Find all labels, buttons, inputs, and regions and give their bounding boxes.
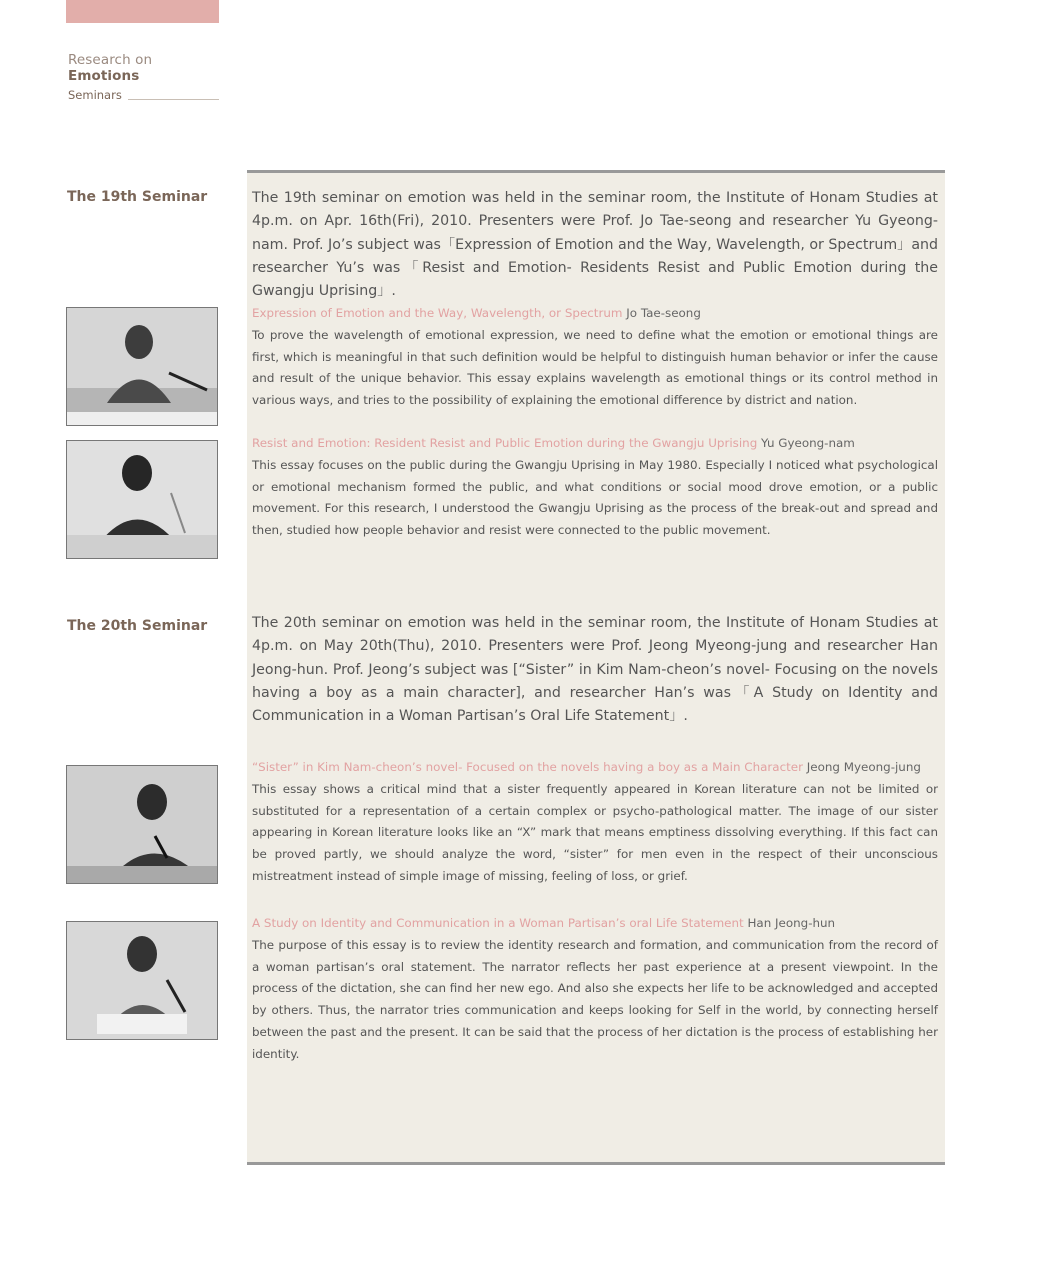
paper-heading: [252, 433, 938, 455]
presenter-photo: [66, 440, 218, 559]
site-brand[interactable]: [68, 52, 219, 102]
paper-title: Resist and Emotion: Resident Resist and Public Emotion during the Gwangju Uprising: [252, 436, 758, 450]
section-divider: [128, 99, 219, 100]
section-label: [68, 88, 219, 102]
paper-heading: [252, 757, 938, 779]
seminar-title: The 19th Seminar: [67, 189, 208, 205]
paper-author: Jeong Myeong-jung: [806, 760, 921, 774]
paper-heading: [252, 913, 938, 935]
brand-title: [68, 52, 219, 84]
paper-title: A Study on Identity and Communication in a Woman Partisan’s oral Life Statement: [252, 916, 744, 930]
seminar-intro: The 19th seminar on emotion was held in the seminar room, the Institute of Honam Studies at 4p.m. on Apr. 16th(Fri), 2010. Presenters were Prof. Jo Tae-seong and researcher Yu Gyeong-nam. Prof. Jo’s subject was「Expression of Emotion and the Way, Wavelength, or Spectrum」and researcher Yu’s was「Resist and Emotion- Residents Resist and Public Emotion during the Gwangju Uprising」.: [252, 190, 939, 300]
paper-heading: [252, 303, 938, 325]
paper-abstract: This essay shows a critical mind that a sister frequently appeared in Korean literature can not be limited or substituted for a representation of a certain complex or psycho-pathological matter. The image of our sister appearing in Korean literature looks like an “X” mark that means emptiness dissolving everything. If this fact can be proved partly, we should analyze the word, “sister” for men even in the respect of their unconscious mistreatment instead of simple image of missing, feeling of loss, or grief.: [252, 781, 938, 883]
paper-entry: [252, 303, 938, 412]
brand-prefix: Research on: [68, 52, 153, 68]
presenter-figure: [67, 441, 217, 558]
paper-entry: [252, 913, 938, 1066]
paper-abstract: The purpose of this essay is to review the identity research and formation, and communication from the record of a woman partisan’s oral statement. The narrator reflects her past experience at a present viewpoint. In the process of the dictation, she can find her new ego. And also she expects her life to be acknowledged and accepted by others. Thus, the narrator tries communication and keeps looking for Self in the world, by connecting herself between the past and the present. It can be said that the process of her dictation is the process of establishing her identity.: [252, 937, 938, 1061]
paper-title: “Sister” in Kim Nam-cheon’s novel- Focused on the novels having a boy as a Main Character: [252, 760, 803, 774]
paper-abstract: To prove the wavelength of emotional expression, we need to define what the emotion or emotional things are first, which is meaningful in that such definition would be helpful to distinguish human behavior or infer the cause and result of the unique behavior. This essay explains wavelength as emotional things or its control method in various ways, and tries to the possibility of explaining the emotional difference by district and nation.: [252, 327, 938, 408]
presenter-figure: [67, 766, 217, 883]
paper-entry: [252, 433, 938, 542]
paper-title: Expression of Emotion and the Way, Wavelength, or Spectrum: [252, 306, 623, 320]
seminar-intro: The 20th seminar on emotion was held in the seminar room, the Institute of Honam Studies at 4p.m. on May 20th(Thu), 2010. Presenters were Prof. Jeong Myeong-jung and researcher Han Jeong-hun. Prof. Jeong’s subject was [“Sister” in Kim Nam-cheon’s novel- Focusing on the novels having a boy as a main character], and researcher Han’s was「A Study on Identity and Communication in a Woman Partisan’s Oral Life Statement」.: [252, 615, 938, 725]
presenter-photo: [66, 307, 218, 426]
presenter-figure: [67, 308, 217, 425]
paper-abstract: This essay focuses on the public during the Gwangju Uprising in May 1980. Especially I noticed what psychological or emotional mechanism formed the public, and what conditions or social mood drove emotion, or a public movement. For this research, I understood the Gwangju Uprising as the process of the break-out and spread and then, studied how people behavior and resist were connected to the public movement.: [252, 457, 938, 538]
presenter-photo: [66, 765, 218, 884]
paper-author: Han Jeong-hun: [747, 916, 836, 930]
header-color-bar: [66, 0, 219, 23]
paper-author: Jo Tae-seong: [626, 306, 701, 320]
seminar-title: The 20th Seminar: [67, 618, 208, 634]
brand-name: Emotions: [68, 68, 140, 84]
paper-entry: [252, 757, 938, 888]
presenter-photo: [66, 921, 218, 1040]
paper-author: Yu Gyeong-nam: [761, 436, 855, 450]
section-name: Seminars: [68, 88, 122, 102]
presenter-figure: [67, 922, 217, 1039]
